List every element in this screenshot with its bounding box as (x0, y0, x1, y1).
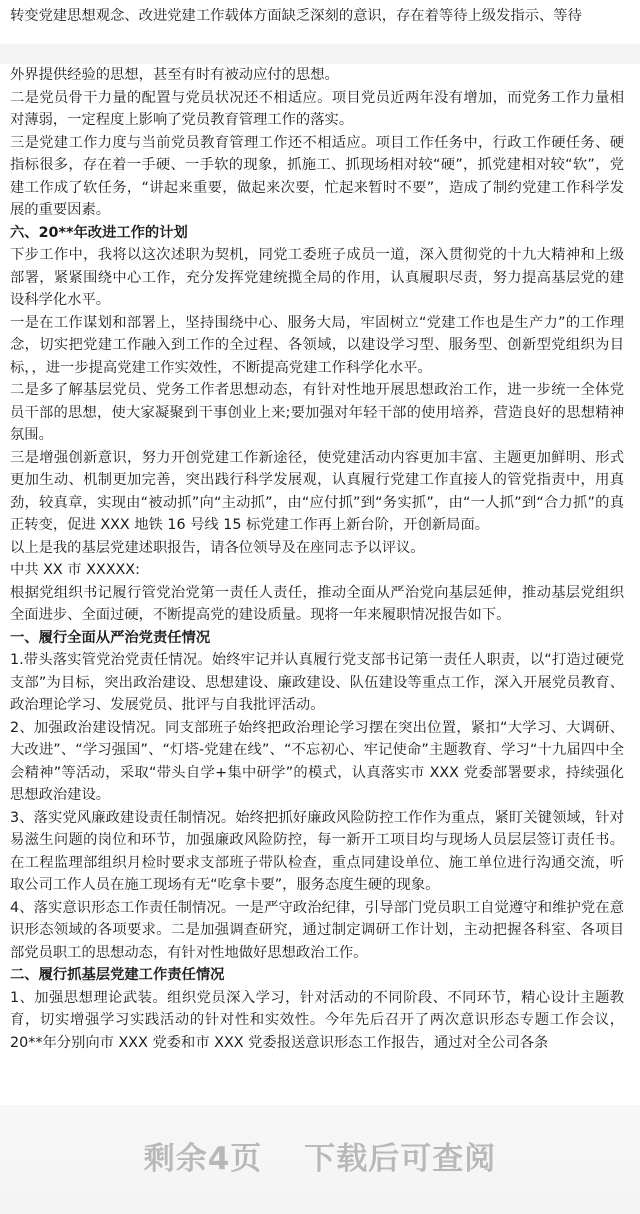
paragraph: 外界提供经验的思想，甚至有时有被动应付的思想。 (10, 67, 339, 83)
paragraph: 4、落实意识形态工作责任制情况。一是严守政治纪律，引导部门党员职工自觉遵守和维护党在意识形态领域的各项要求。二是加强调查研究，通过制定调研工作计划，主动把握各科室、各项目部党员职工的思想动态，有针对性地做好思想政治工作。 (10, 899, 624, 961)
paragraph: 二是党员骨干力量的配置与党员状况还不相适应。项目党员近两年没有增加，而党务工作力量相对薄弱，一定程度上影响了党员教育管理工作的落实。 (10, 89, 624, 128)
paragraph: 下步工作中，我将以这次述职为契机，同党工委班子成员一道，深入贯彻党的十九大精神和上级部署，紧紧围绕中心工作，充分发挥党建统揽全局的作用，认真履职尽责，努力提高基层党的建设科学化水平。 (10, 247, 624, 308)
paragraph: 三是党建工作力度与当前党员教育管理工作还不相适应。项目工作任务中，行政工作硬任务、硬指标很多，存在着一手硬、一手软的现象，抓施工、抓现场相对较“硬”，抓党建相对较“软”，党建工作成了软任务，“讲起来重要，做起来次要，忙起来暂时不要”，造成了制约党建工作科学发展的重要因素。 (10, 134, 624, 218)
paragraph: 中共 XX 市 XXXXX: (10, 562, 140, 578)
page-separator (0, 44, 640, 64)
document-body (10, 64, 624, 1054)
section-heading: 一、履行全面从严治党责任情况 (10, 629, 211, 646)
paragraph: 以上是我的基层党建述职报告，请各位领导及在座同志予以评议。 (10, 539, 425, 556)
remaining-pages-label: 剩余4页 (143, 1141, 263, 1177)
paragraph: 二是多了解基层党员、党务工作者思想动态，有针对性地开展思想政治工作，进一步统一全体党员干部的思想，使大家凝聚到干事创业上来;要加强对年轻干部的使用培养，营造良好的思想精神氛围。 (10, 382, 624, 443)
previous-page-last-line: 转变党建思想观念、改进党建工作载体方面缺乏深刻的意识，存在着等待上级发指示、等待 (10, 8, 582, 24)
paragraph: 3、落实党风廉政建设责任制情况。始终把抓好廉政风险防控工作作为重点，紧盯关键领域，针对易滋生问题的岗位和环节，加强廉政风险防控，每一新开工项目均与现场人员层层签订责任书。在工程监理部组织月检时要求支部班子带队检查，重点同建设单位、施工单位进行沟通交流，听取公司工作人员在施工现场有无“吃拿卡要”，服务态度生硬的现象。 (10, 809, 624, 893)
paragraph: 1.带头落实管党治党责任情况。始终牢记并认真履行党支部书记第一责任人职责，以“打造过硬党支部”为目标，突出政治建设、思想建设、廉政建设、队伍建设等重点工作，深入开展党员教育、政治理论学习、发展党员、批评与自我批评活动。 (10, 652, 624, 713)
paragraph: 1、加强思想理论武装。组织党员深入学习，针对活动的不同阶段、不同环节，精心设计主题教育，切实增强学习实践活动的针对性和实效性。今年先后召开了两次意识形态专题工作会议，20**年分别向市 XXX 党委和市 XXX 党委报送意识形态工作报告，通过对全公司各条 (10, 989, 624, 1051)
download-more-prompt[interactable] (0, 1133, 640, 1178)
section-heading: 二、履行抓基层党建工作责任情况 (10, 967, 225, 983)
paragraph: 一是在工作谋划和部署上，坚持围绕中心、服务大局，牢固树立“党建工作也是生产力”的工作理念，切实把党建工作融入到工作的全过程、各领域，以建设学习型、服务型、创新型党组织为目标，，进一步提高党建工作实效性，不断提高党建工作科学化水平。 (10, 314, 624, 376)
paragraph: 根据党组织书记履行管党治党第一责任人责任，推动全面从严治党向基层延伸，推动基层党组织全面进步、全面过硬，不断提高党的建设质量。现将一年来履职情况报告如下。 (10, 584, 624, 623)
previous-page-tail (0, 0, 640, 44)
section-heading: 六、20**年改进工作的计划 (10, 224, 188, 241)
paragraph: 三是增强创新意识，努力开创党建工作新途径，使党建活动内容更加丰富、主题更加鲜明、形式更加生动、机制更加完善，突出践行科学发展观，认真履行党建工作直接人的管党指责中，用真劲，较真章，实现由“被动抓”向“主动抓”，由“应付抓”到“务实抓”，由“一人抓”到“合力抓”的真正转变，促进 XXX 地铁 16 号线 15 标党建工作再上新台阶，开创新局面。 (10, 449, 624, 533)
download-to-view-label: 下载后可查阅 (304, 1141, 497, 1177)
paragraph: 2、加强政治建设情况。同支部班子始终把政治理论学习摆在突出位置，紧扣“大学习、大调研、大改进”、“学习强国”、“灯塔-党建在线”、“不忘初心、牢记使命”主题教育、学习“十九届四中全会精神”等活动，采取“带头自学+集中研学”的模式，认真落实市 XXX 党委部署要求，持续强化思想政治建设。 (10, 719, 624, 803)
